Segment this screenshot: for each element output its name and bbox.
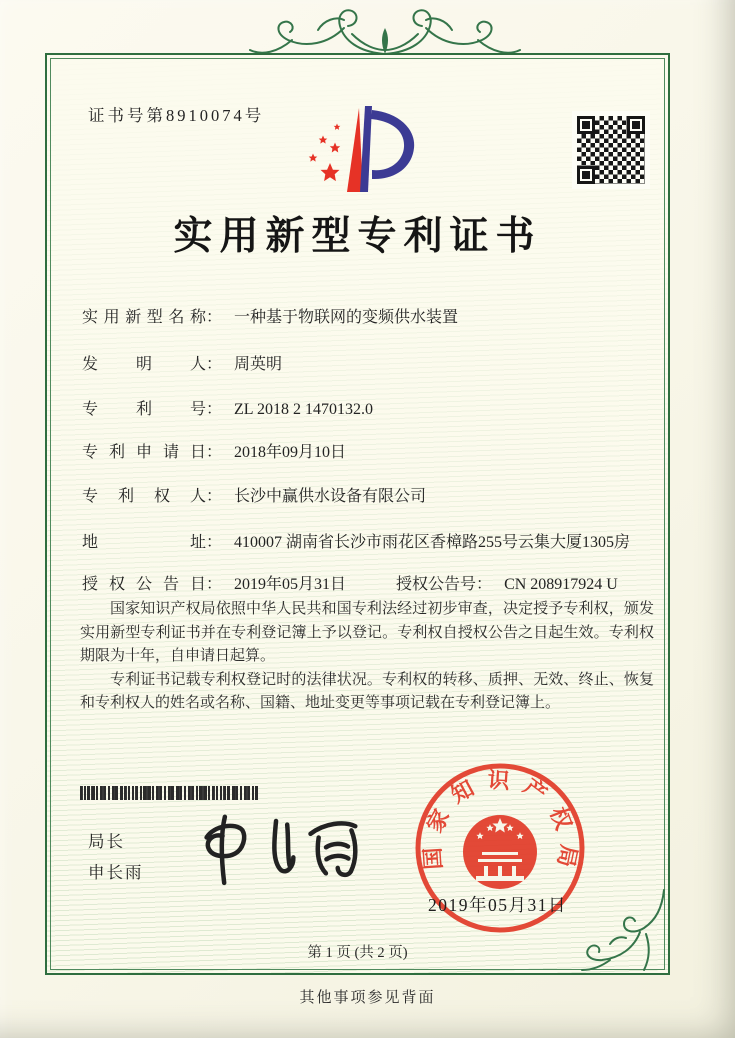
legal-paragraph-2: 专利证书记载专利权登记时的法律状况。专利权的转移、质押、无效、终止、恢复和专利权人的姓名或名称、国籍、地址变更等事项记载在专利登记簿上。 [80,671,654,711]
grant-publication-label: 授权公告号 [396,576,477,593]
seal-arc-text: 国家知识产权局 [419,767,582,882]
field-row-patentee [82,483,426,506]
field-row-address [82,529,630,552]
field-row-inventor [82,351,282,374]
director-name: 申长雨 [88,863,144,882]
cnipa-patent-logo-icon [302,100,422,195]
field-value: 2019年05月31日 [234,576,347,593]
colon: ： [206,488,223,505]
colon: ： [206,401,223,418]
field-label: 发明人 [82,356,206,373]
back-note: 其他事项参见背面 [299,990,436,1006]
qr-finder-icon [627,116,645,134]
colon: ： [206,576,223,593]
field-label: 地址 [82,534,206,551]
field-value: 410007 湖南省长沙市雨花区香樟路255号云集大厦1305房 [234,534,631,551]
barcode [80,786,258,800]
field-label: 专利权人 [82,488,206,505]
field-value: 一种基于物联网的变频供水装置 [234,309,459,326]
grant-publication-value: CN 208917924 U [504,576,618,593]
page-number: 第 1 页 (共 2 页) [307,945,408,961]
legal-text-block [80,598,654,716]
field-value: 2018年09月10日 [234,444,347,461]
colon: ： [206,534,223,551]
qr-code-modules [577,116,645,184]
field-row-patent-number [82,396,373,419]
certificate-title: 实用新型专利证书 [173,215,542,258]
legal-paragraph-1: 国家知识产权局依照中华人民共和国专利法经过初步审查，决定授予专利权，颁发实用新型专利证书并在专利登记簿上予以登记。专利权自授权公告之日起生效。专利权期限为十年，自申请日起算。 [80,601,654,664]
colon: ： [206,309,223,326]
field-row-grant-date [82,571,618,594]
field-row-filing-date [82,439,346,462]
field-value: ZL 2018 2 1470132.0 [234,401,373,418]
seal-date: 2019年05月31日 [428,895,567,915]
qr-finder-icon [577,116,595,134]
qr-finder-icon [577,166,595,184]
field-value: 长沙中赢供水设备有限公司 [234,488,427,505]
field-value: 周英明 [234,356,283,373]
director-title: 局长 [88,832,125,851]
qr-code [572,111,650,189]
director-signature-icon [185,803,370,893]
director-block [88,826,144,888]
top-ornament-flourish [248,0,522,60]
colon: ： [206,444,223,461]
colon: ： [206,356,223,373]
certificate-number: 证书号第8910074号 [88,106,265,125]
field-label: 专利申请日 [82,444,206,461]
field-label: 授权公告日 [82,576,206,593]
field-row-invention-name [82,304,458,327]
colon: ： [476,576,493,593]
field-label: 实用新型名称 [82,309,206,326]
field-label: 专利号 [82,401,206,418]
